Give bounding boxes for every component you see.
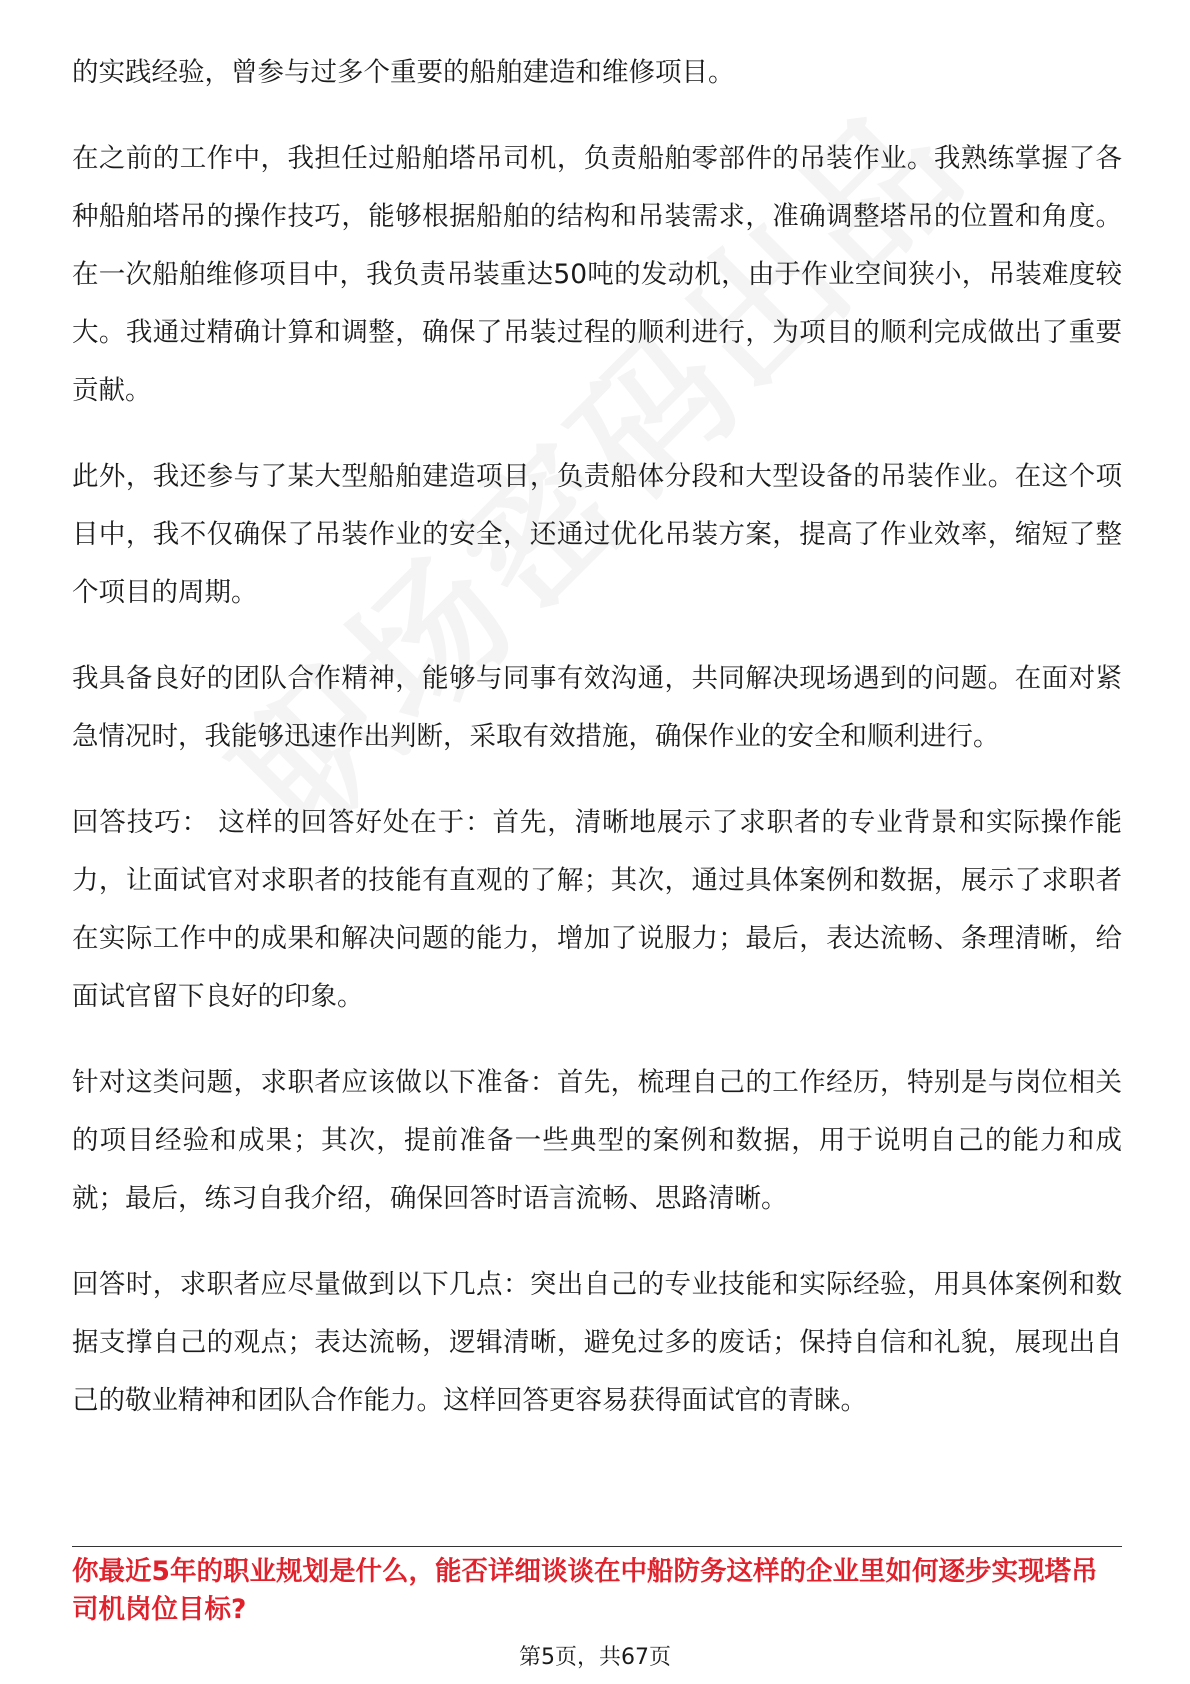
page-number: 第5页，共67页: [519, 1645, 671, 1670]
next-question-heading: 你最近5年的职业规划是什么，能否详细谈谈在中船防务这样的企业里如何逐步实现塔吊司机岗位目标?: [72, 1556, 1098, 1625]
paragraph: 的实践经验，曾参与过多个重要的船舶建造和维修项目。: [72, 57, 735, 88]
document-body: [72, 44, 1122, 1458]
answer-tips-paragraph: 回答技巧： 这样的回答好处在于：首先，清晰地展示了求职者的专业背景和实际操作能力，让面试官对求职者的技能有直观的了解；其次，通过具体案例和数据，展示了求职者在实际工作中的成果和解决问题的能力，增加了说服力；最后，表达流畅、条理清晰，给面试官留下良好的印象。: [72, 807, 1122, 1012]
paragraph: 回答时，求职者应尽量做到以下几点：突出自己的专业技能和实际经验，用具体案例和数据支撑自己的观点；表达流畅，逻辑清晰，避免过多的废话；保持自信和礼貌，展现出自己的敬业精神和团队合作能力。这样回答更容易获得面试官的青睐。: [72, 1269, 1122, 1416]
paragraph: 在之前的工作中，我担任过船舶塔吊司机，负责船舶零部件的吊装作业。我熟练掌握了各种船舶塔吊的操作技巧，能够根据船舶的结构和吊装需求，准确调整塔吊的位置和角度。在一次船舶维修项目中，我负责吊装重达50吨的发动机，由于作业空间狭小，吊装难度较大。我通过精确计算和调整，确保了吊装过程的顺利进行，为项目的顺利完成做出了重要贡献。: [72, 143, 1122, 406]
paragraph: 针对这类问题，求职者应该做以下准备：首先，梳理自己的工作经历，特别是与岗位相关的项目经验和成果；其次，提前准备一些典型的案例和数据，用于说明自己的能力和成就；最后，练习自我介绍，确保回答时语言流畅、思路清晰。: [72, 1067, 1122, 1214]
paragraph: 我具备良好的团队合作精神，能够与同事有效沟通，共同解决现场遇到的问题。在面对紧急情况时，我能够迅速作出判断，采取有效措施，确保作业的安全和顺利进行。: [72, 663, 1122, 752]
paragraph: 此外，我还参与了某大型船舶建造项目，负责船体分段和大型设备的吊装作业。在这个项目中，我不仅确保了吊装作业的安全，还通过优化吊装方案，提高了作业效率，缩短了整个项目的周期。: [72, 461, 1122, 608]
section-divider: [72, 1546, 1122, 1547]
